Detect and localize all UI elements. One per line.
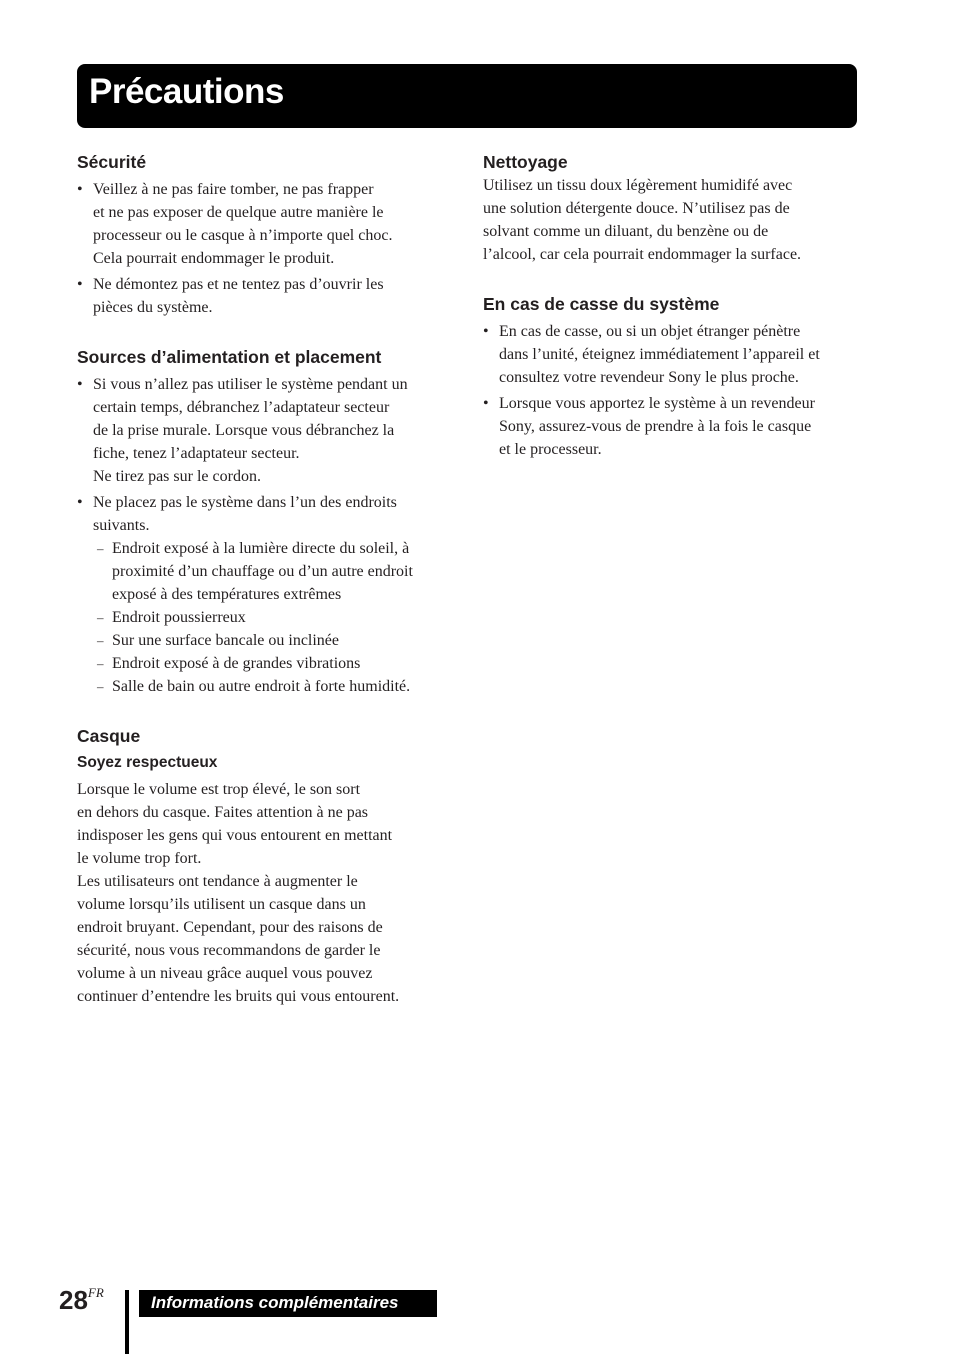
section-casque: [77, 724, 459, 1008]
text-line: de la prise murale. Lorsque vous débranchez la: [93, 422, 395, 439]
footer-divider: [125, 1290, 129, 1354]
text-line: l’alcool, car cela pourrait endommager la surface.: [483, 246, 802, 263]
text-line: Sony, assurez-vous de prendre à la fois le casque: [499, 418, 812, 435]
right-column: [483, 150, 863, 487]
heading-nettoyage: Nettoyage: [483, 152, 568, 172]
text-line: fiche, tenez l’adaptateur secteur.: [93, 445, 300, 462]
sublist-item: [93, 675, 459, 698]
text-line: – Endroit poussierreux: [112, 609, 246, 626]
text-line: consultez votre revendeur Sony le plus proche.: [499, 369, 799, 386]
list-item: [77, 491, 459, 698]
sublist-item: [93, 537, 459, 606]
text-line: une solution détergente douce. N’utilisez pas de: [483, 200, 790, 217]
text-line: • Ne placez pas le système dans l’un des endroits: [93, 494, 397, 511]
language-suffix: FR: [87, 1285, 104, 1300]
text-line: – Endroit exposé à de grandes vibrations: [112, 655, 361, 672]
text-line: Lorsque le volume est trop élevé, le son sort: [77, 781, 361, 798]
text-line: • Ne démontez pas et ne tentez pas d’ouvrir les: [93, 276, 384, 293]
nettoyage-paragraph: [483, 174, 863, 266]
list-item: [77, 178, 459, 270]
list-item: [77, 373, 459, 488]
text-line: en dehors du casque. Faites attention à ne pas: [77, 804, 369, 821]
text-line: suivants.: [93, 517, 150, 534]
section-nettoyage: [483, 150, 863, 266]
text-line: Utilisez un tissu doux légèrement humidifé avec: [483, 177, 793, 194]
page-number: [59, 1285, 104, 1316]
text-line: processeur ou le casque à n’importe quel choc.: [93, 227, 393, 244]
section-sources: [77, 345, 459, 698]
heading-casque: Casque: [77, 726, 141, 746]
text-line: continuer d’entendre les bruits qui vous entourent.: [77, 988, 400, 1005]
text-line: proximité d’un chauffage ou d’un autre endroit: [112, 563, 413, 580]
page-title: Précautions: [89, 72, 284, 111]
sublist-item: [93, 629, 459, 652]
text-line: endroit bruyant. Cependant, pour des raisons de: [77, 919, 383, 936]
heading-casse: En cas de casse du système: [483, 294, 720, 314]
left-column: [77, 150, 459, 1034]
sublist-item: [93, 606, 459, 629]
list-item: [483, 392, 863, 461]
text-line: • En cas de casse, ou si un objet étranger pénètre: [499, 323, 801, 340]
text-line: le volume trop fort.: [77, 850, 202, 867]
text-line: – Endroit exposé à la lumière directe du soleil, à: [112, 540, 410, 557]
text-line: Les utilisateurs ont tendance à augmenter le: [77, 873, 358, 890]
sources-list: [77, 373, 459, 698]
text-line: volume à un niveau grâce auquel vous pouvez: [77, 965, 373, 982]
securite-list: [77, 178, 459, 319]
title-bar: [77, 64, 857, 128]
text-line: et ne pas exposer de quelque autre manière le: [93, 204, 384, 221]
locations-sublist: [93, 537, 459, 698]
text-line: pièces du système.: [93, 299, 213, 316]
text-line: et le processeur.: [499, 441, 602, 458]
list-item: [77, 273, 459, 319]
text-line: exposé à des températures extrêmes: [112, 586, 342, 603]
text-line: Ne tirez pas sur le cordon.: [93, 468, 261, 485]
text-line: • Lorsque vous apportez le système à un revendeur: [499, 395, 815, 412]
section-securite: [77, 150, 459, 319]
text-line: certain temps, débranchez l’adaptateur secteur: [93, 399, 390, 416]
text-line: dans l’unité, éteignez immédiatement l’appareil et: [499, 346, 820, 363]
text-line: solvant comme un diluant, du benzène ou de: [483, 223, 769, 240]
text-line: – Sur une surface bancale ou inclinée: [112, 632, 340, 649]
text-line: Cela pourrait endommager le produit.: [93, 250, 335, 267]
heading-sources: Sources d’alimentation et placement: [77, 347, 382, 367]
list-item: [483, 320, 863, 389]
text-line: sécurité, nous vous recommandons de garder le: [77, 942, 381, 959]
casque-paragraph: [77, 778, 459, 1008]
text-line: • Si vous n’allez pas utiliser le système pendant un: [93, 376, 408, 393]
footer-section-label: Informations complémentaires: [139, 1290, 437, 1317]
heading-securite: Sécurité: [77, 152, 147, 172]
subheading-respectueux: Soyez respectueux: [77, 754, 218, 771]
section-casse: [483, 292, 863, 461]
page-number-value: 28: [59, 1285, 88, 1315]
casse-list: [483, 320, 863, 461]
text-line: • Veillez à ne pas faire tomber, ne pas frapper: [93, 181, 374, 198]
text-line: indisposer les gens qui vous entourent en mettant: [77, 827, 393, 844]
text-line: volume lorsqu’ils utilisent un casque dans un: [77, 896, 366, 913]
text-line: – Salle de bain ou autre endroit à forte humidité.: [112, 678, 411, 695]
sublist-item: [93, 652, 459, 675]
